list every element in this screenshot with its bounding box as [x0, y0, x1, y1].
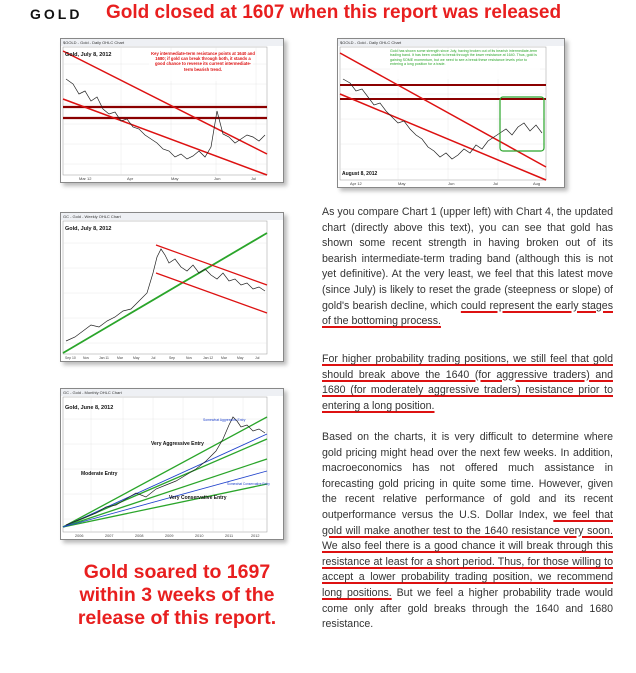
- underlined-text: could represent the early stages of the bottoming process.: [322, 299, 613, 328]
- chart-1: [60, 38, 284, 183]
- underlined-text: For higher probability trading positions, we still feel that gold should break above the 1640 (for aggressive traders) and 1680 (for moderately aggressive traders) resistance prior to entering a long position.: [322, 353, 613, 412]
- chart-1-header: $GOLD - Gold - Daily OHLC Chart: [63, 40, 125, 45]
- chart-3-xtick: Jan 11: [99, 356, 109, 360]
- chart-2-label: August 8, 2012: [342, 171, 378, 177]
- chart-2-xtick: Jun: [448, 181, 455, 186]
- chart-3-xtick: Nov: [83, 356, 90, 360]
- chart-4-label: Gold, June 8, 2012: [65, 405, 114, 411]
- chart-3-xtick: Jul: [151, 356, 156, 360]
- chart-2-header: $GOLD - Gold - Daily OHLC Chart: [340, 40, 402, 45]
- paragraph-text: But we feel a higher probability trade would come only after gold breaks through the 1640 and 1680 resistance.: [322, 586, 613, 631]
- article-paragraph-3: [322, 430, 613, 633]
- callout-gold-soared: Gold soared to 1697 within 3 weeks of the release of this report.: [77, 561, 277, 629]
- chart-4-xtick: 2012: [251, 534, 260, 538]
- paragraph-text: As you compare Chart 1 (upper left) with Chart 4, the updated chart (directly above this text), you can see that gold has shown some recent strength in having broken out of its bearish intermediate-term trading band (although this is not yet definitive). At the very least, we feel that this latest move (since July) is likely to reset the grade (steepness or slope) of gold's bearish decline, which: [322, 206, 613, 312]
- chart-4-header: GC - Gold - Monthly OHLC Chart: [63, 390, 122, 395]
- underlined-text: we feel that gold will make another test to the 1640 resistance very soon. We also feel there is a good chance it will break through this resistance at least for a short period. Thus, for those willing to accept a lower probability trading position, we recommend long positions.: [322, 508, 613, 599]
- label-very-conservative: Very Conservative Entry: [169, 495, 227, 501]
- chart-1-xtick: Mar 12: [79, 176, 92, 181]
- article-paragraph-2: [322, 352, 613, 414]
- label-somewhat-conservative: Somewhat Conservative Entry: [227, 482, 270, 486]
- paragraph-text: Based on the charts, it is very difficult to determine where gold pricing might head over the next few weeks. In addition, macroeconomics has not offered much assistance in forecasting gold pricing in quite some time. However, given the recent relative performance of gold and its recent outperformance versus the U.S. Dollar Index,: [322, 431, 613, 521]
- chart-1-annotation: Key intermediate-term resistance points at 1640 and 1680; if gold can break through both, it stands a good chance to reverse its current intermediate-term bearish trend.: [151, 51, 255, 72]
- chart-4-xtick: 2011: [225, 534, 234, 538]
- chart-2: [337, 38, 565, 188]
- chart-3-xtick: Jul: [255, 356, 260, 360]
- chart-2-annotation: Gold has shown some strength since July, having broken out of its bearish intermediate-term trading band. It has been unable to break through the lower resistance at 1640. Thus, gold is gaining SOME momentum, but we need to see a break these resistance levels prior to entering a long position for a trade.: [390, 49, 538, 66]
- chart-3: [60, 212, 284, 362]
- chart-1-label: Gold, July 8, 2012: [65, 52, 112, 58]
- chart-4-xtick: 2009: [165, 534, 174, 538]
- chart-4-xtick: 2006: [75, 534, 84, 538]
- chart-2-xtick: Jul: [493, 181, 499, 186]
- chart-4: [60, 388, 284, 540]
- label-moderate: Moderate Entry: [81, 471, 118, 477]
- label-somewhat-aggressive: Somewhat Aggressive Entry: [203, 418, 246, 422]
- label-very-aggressive: Very Aggressive Entry: [151, 441, 204, 447]
- chart-3-xtick: Mar: [117, 356, 123, 360]
- chart-3-xtick: Mar: [221, 356, 227, 360]
- chart-4-xtick: 2008: [135, 534, 144, 538]
- chart-4-xtick: 2010: [195, 534, 204, 538]
- chart-2-xtick: Apr 12: [350, 181, 362, 186]
- chart-1-xtick: Jun: [214, 176, 221, 181]
- chart-2-xtick: May: [398, 181, 406, 186]
- chart-3-xtick: Nov: [186, 356, 193, 360]
- chart-3-header: GC - Gold - Weekly OHLC Chart: [63, 214, 121, 219]
- chart-3-xtick: Sep 10: [65, 356, 76, 360]
- chart-1-xtick: Apr: [127, 176, 134, 181]
- chart-3-xtick: Jan 12: [203, 356, 214, 360]
- section-label: GOLD: [30, 6, 83, 22]
- page-headline: Gold closed at 1607 when this report was released: [106, 2, 562, 23]
- chart-3-xtick: May: [237, 356, 244, 360]
- chart-3-xtick: May: [133, 356, 140, 360]
- chart-3-label: Gold, July 8, 2012: [65, 226, 112, 232]
- chart-4-xtick: 2007: [105, 534, 114, 538]
- chart-2-xtick: Aug: [533, 181, 541, 186]
- article-paragraph-1: [322, 205, 613, 330]
- chart-3-xtick: Sep: [169, 356, 176, 360]
- chart-1-xtick: Jul: [251, 176, 257, 181]
- chart-1-xtick: May: [171, 176, 179, 181]
